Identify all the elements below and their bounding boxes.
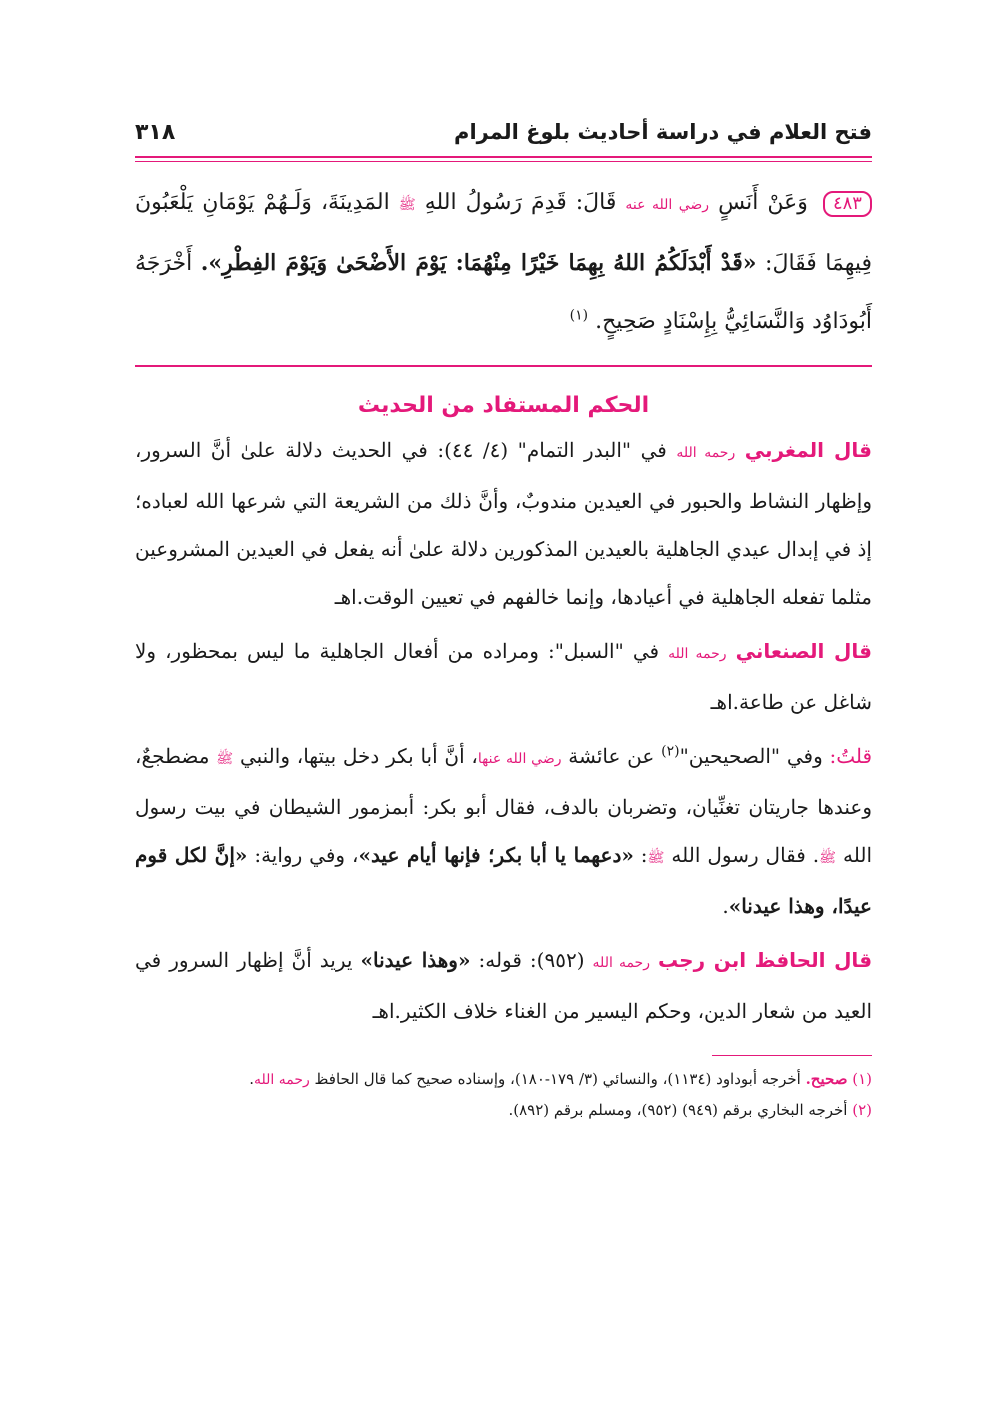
- quote-text: «وهذا عيدنا»: [360, 948, 471, 972]
- section-rule: [135, 365, 872, 367]
- footnote-text: أخرجه أبوداود (١١٣٤)، والنسائي (٣/ ١٧٩-١٨٠)، وإسناده صحيح كما قال الحافظ: [314, 1070, 801, 1088]
- paragraph-text: (٩٥٢): قوله:: [478, 948, 585, 972]
- paragraph-text: يريد أنَّ إظهار السرور في العيد من شعار الدين، وحكم اليسير من الغناء خلاف الكثير.اهـ: [135, 948, 872, 1023]
- hadith-number-badge: ٤٨٣: [823, 191, 872, 217]
- honorific: رضي الله عنه: [625, 197, 710, 213]
- footnote-ref: (١): [569, 307, 589, 324]
- hadith-text-2: قَالَ: قَدِمَ رَسُولُ اللهِ: [424, 190, 617, 215]
- paragraph-text: في "البدر التمام" (٤/ ٤٤): في الحديث دلالة علىٰ أنَّ السرور، وإظهار النشاط والحبور في العيدين مندوبٌ، وأنَّ ذلك من الشريعة التي شرعها الله لعباده؛ إذ في إبدال عيدي الجاهلية بالعيدين المذكورين دلالة علىٰ أنه يفعل في العيدين المشروعين مثلما تفعله الجاهلية في أعيادها، وإنما خالفهم في تعيين الوقت.اهـ: [135, 438, 872, 609]
- paragraph-sanani: [135, 627, 872, 726]
- footnote-rule: [712, 1055, 872, 1056]
- footnote-ref: (٢): [661, 743, 680, 760]
- hadith-quote: «قَدْ أَبْدَلَكُمُ اللهُ بِهِمَا خَيْرًا مِنْهُمَا: يَوْمَ الأَضْحَىٰ وَيَوْمَ الفِطْرِ».: [200, 250, 757, 276]
- honorific: ﷺ: [216, 751, 234, 767]
- paragraph-maghribi: [135, 426, 872, 621]
- honorific: ﷺ: [819, 850, 837, 866]
- footnote-text: أخرجه البخاري برقم (٩٤٩) (٩٥٢)، ومسلم برقم (٨٩٢).: [508, 1101, 848, 1119]
- book-title: فتح العلام في دراسة أحاديث بلوغ المرام: [454, 120, 872, 144]
- footnote-label: (١): [852, 1070, 872, 1088]
- footnote-1: [135, 1066, 872, 1093]
- quote-text: «إنَّ لكل قوم عيدًا، وهذا عيدنا»: [135, 843, 872, 918]
- paragraph-text: .: [722, 894, 729, 918]
- quote-text: «دعهما يا أبا بكر؛ فإنها أيام عيد»: [358, 843, 634, 867]
- hadith-text-4: أَخْرَجَهُ أَبُودَاوُد وَالنَّسَائِيُّ بِإِسْنَادٍ صَحِيحٍ.: [135, 251, 872, 334]
- paragraph-ibn-rajab: [135, 936, 872, 1035]
- honorific: رحمه الله: [254, 1072, 310, 1088]
- paragraph-text: ، وفي رواية:: [254, 843, 359, 867]
- honorific: رحمه الله: [668, 646, 727, 662]
- footnotes: [135, 1066, 872, 1123]
- paragraph-text: في "السبل": ومراده من أفعال الجاهلية ما ليس بمحظور، ولا شاغل عن طاعة.اهـ: [135, 639, 872, 714]
- qult-label: قلتُ:: [829, 744, 873, 768]
- honorific: ﷺ: [647, 850, 665, 866]
- footnote-text: .: [249, 1070, 254, 1088]
- paragraph-text: :: [640, 843, 648, 867]
- section-title: الحكم المستفاد من الحديث: [357, 393, 650, 418]
- page: [135, 118, 872, 1127]
- footnote-2: [135, 1097, 872, 1123]
- paragraph-text: ، أنَّ أبا بكر دخل بيتها، والنبي: [239, 744, 478, 768]
- header-rule: [135, 156, 872, 162]
- page-number: ٣١٨: [135, 120, 176, 145]
- speaker-name: قال الحافظ ابن رجب: [657, 948, 873, 972]
- footnote-label: (٢): [852, 1101, 872, 1119]
- hadith-text-1: وَعَنْ أَنَسٍ: [718, 190, 808, 215]
- footnote-grade: صحيح.: [805, 1070, 848, 1088]
- hadith-text-3: المَدِينَةَ، وَلَـهُمْ يَوْمَانِ يَلْعَبُونَ فِيهِمَا فَقَالَ:: [135, 190, 872, 276]
- speaker-name: قال المغربي: [744, 438, 873, 462]
- paragraph-qult: [135, 732, 872, 930]
- honorific: ﷺ: [398, 197, 416, 213]
- paragraph-text: وفي "الصحيحين": [679, 744, 823, 768]
- speaker-name: قال الصنعاني: [735, 639, 873, 663]
- paragraph-text: . فقال رسول الله: [671, 843, 820, 867]
- honorific: رحمه الله: [592, 955, 650, 971]
- paragraph-text: عن عائشة: [568, 744, 655, 768]
- paragraph-text: مضطجعٌ، وعندها جاريتان تغنِّيان، وتضربان بالدف، فقال أبو بكر: أبمزمور الشيطان في بيت رسول الله: [135, 744, 872, 867]
- hadith-block: [135, 174, 872, 351]
- honorific: رحمه الله: [676, 445, 736, 461]
- honorific: رضي الله عنها: [477, 751, 562, 767]
- page-header: [135, 118, 872, 154]
